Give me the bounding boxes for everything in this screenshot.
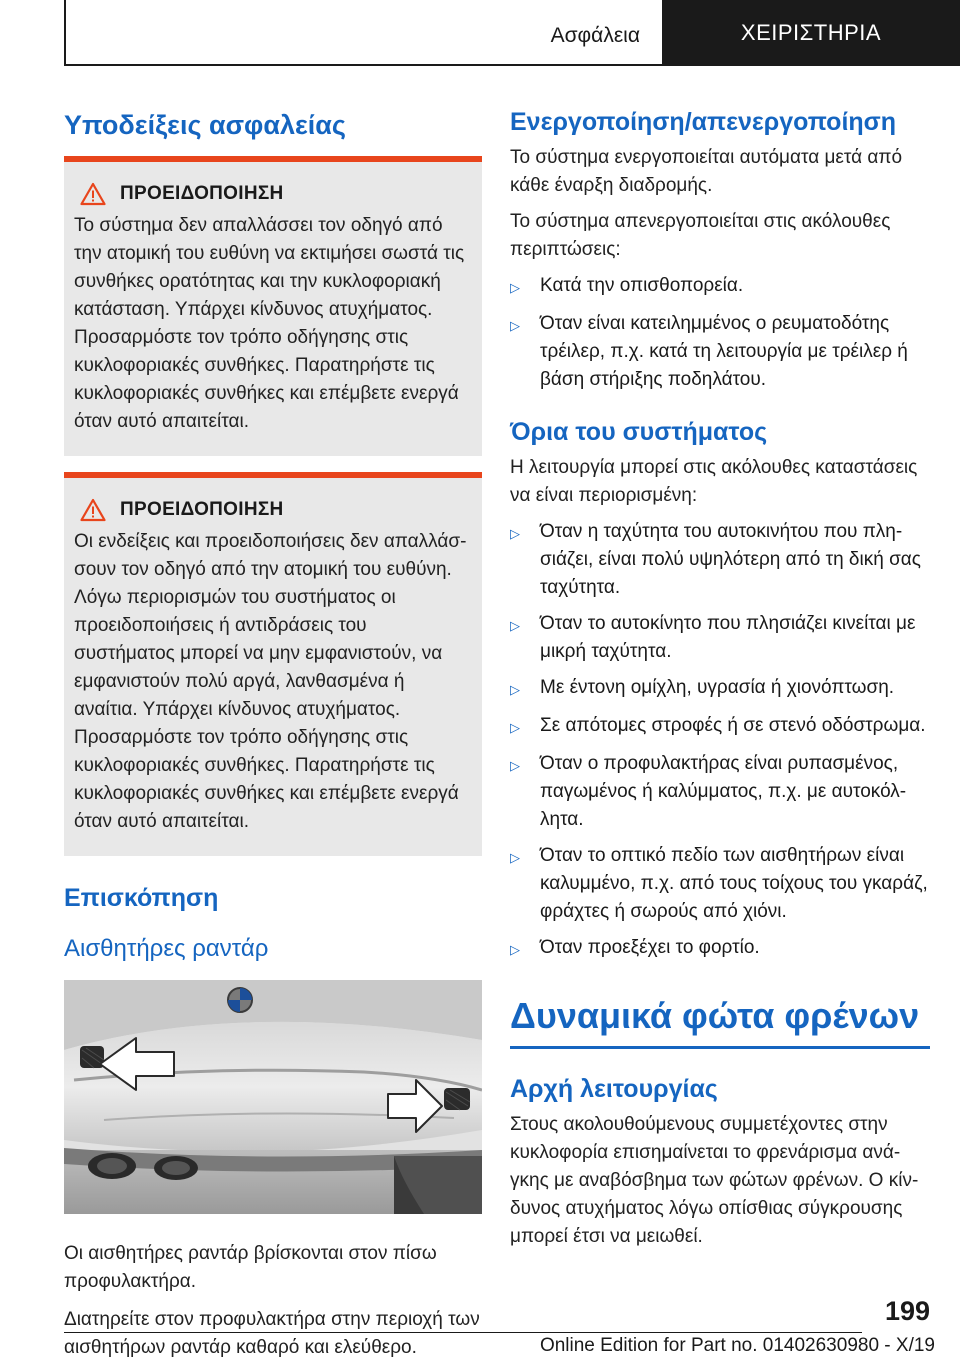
footer-rule bbox=[64, 1332, 862, 1333]
triangle-bullet-icon bbox=[510, 518, 540, 602]
right-column bbox=[510, 100, 930, 1251]
footer-edition-note: Online Edition for Part no. 01402630980 - X/19 bbox=[539, 1335, 935, 1356]
warning-text: Το σύστημα δεν απαλλάσσει τον οδηγό από την ατομική του ευθύνη να εκτιμήσει σωστά τις συνθήκες ορατότητας και την κυκλοφοριακή κατάσταση. Υπάρχει κίνδυνος ατυχήματος. Προσαρμόστε τον τρόπο οδήγησης στις κυκλοφοριακές συνθήκες. Παρατηρήστε τις κυκλοφοριακές συνθήκες και επέμβετε ενεργά όταν αυτό απαιτείται. bbox=[74, 215, 465, 432]
warning-label: ΠΡΟΕΙΔΟΠΟΙΗΣΗ bbox=[120, 183, 284, 204]
triangle-bullet-icon bbox=[510, 750, 540, 834]
warning-text: Οι ενδείξεις και προειδοποιήσεις δεν απαλλάσσουν τον οδηγό από την ατομική του ευθύνη. Λόγω περιορισμών του συστήματος οι προειδοποιήσεις ή αντιδράσεις του συστήματος μπορεί να μην εμφανιστούν, να εμφανιστούν πολύ αργά, λανθασμένα ή αναίτια. Υπάρχει κίνδυνος ατυχήματος. Προσαρμόστε τον τρόπο οδήγησης στις κυκλοφοριακές συνθήκες. Παρατηρήστε τις κυκλοφοριακές συνθήκες και επέμβετε ενεργά όταν αυτό απαιτείται. bbox=[74, 531, 467, 832]
warning-box-1 bbox=[64, 156, 482, 456]
triangle-bullet-icon bbox=[510, 674, 540, 704]
list-item: ▷ Σε απότομες στροφές ή σε στενό οδόστρωμα. bbox=[510, 712, 930, 742]
header-rule bbox=[64, 64, 662, 66]
activation-paragraph-1: Το σύστημα ενεργοποιείται αυτόματα μετά από κάθε έναρξη διαδρομής. bbox=[510, 147, 903, 196]
dynamic-brake-lights-title: Δυναμικά φώτα φρένων bbox=[510, 995, 920, 1036]
activation-paragraph-2: Το σύστημα απενεργοποιείται στις ακόλουθες περιπτώσεις: bbox=[510, 211, 891, 260]
list-item: ▷ Όταν είναι κατειλημμένος ο ρευματοδότης τρέιλερ, π.χ. κατά τη λειτουργία με τρέιλερ ή βάση στήριξης ποδηλάτου. bbox=[510, 310, 930, 394]
triangle-bullet-icon bbox=[510, 842, 540, 926]
page-number: 199 bbox=[884, 1296, 930, 1326]
header-left-line bbox=[64, 0, 66, 66]
rear-bumper-illustration bbox=[64, 980, 482, 1214]
list-item: ▷ Όταν προεξέχει το φορτίο. bbox=[510, 934, 930, 964]
header-section-label: Ασφάλεια bbox=[550, 24, 640, 47]
left-column bbox=[64, 100, 482, 1362]
triangle-bullet-icon bbox=[510, 712, 540, 742]
caption-sensor-location: Οι αισθητήρες ραντάρ βρίσκονται στον πίσω προφυλακτήρα. bbox=[64, 1243, 437, 1292]
list-item: ▷ Όταν το αυτοκίνητο που πλησιάζει κινείται με μικρή ταχύτητα. bbox=[510, 610, 930, 666]
warning-triangle-icon bbox=[80, 498, 106, 522]
list-item: ▷ Όταν ο προφυλακτήρας είναι ρυπασμένος, παγωμένος ή καλύμματος, π.χ. με αυτοκόλλητα. bbox=[510, 750, 930, 834]
title-underline bbox=[510, 1046, 930, 1049]
list-item: ▷ Όταν το οπτικό πεδίο των αισθητήρων είναι καλυμμένο, π.χ. από τους τοίχους του γκαράζ, φράχτες ή σωρούς από χιόνι. bbox=[510, 842, 930, 926]
caption-keep-clean: Διατηρείτε στον προφυλακτήρα στην περιοχή των αισθητήρων ραντάρ καθαρό και ελεύθερο. bbox=[64, 1309, 480, 1358]
list-item: ▷ Όταν η ταχύτητα του αυτοκινήτου που πλησιάζει, είναι πολύ υψηλότερη από τη δική σας ταχύτητα. bbox=[510, 518, 930, 602]
limits-paragraph: Η λειτουργία μπορεί στις ακόλουθες καταστάσεις να είναι περιορισμένη: bbox=[510, 457, 918, 506]
radar-sensors-title: Αισθητήρες ραντάρ bbox=[64, 935, 269, 962]
header-chapter-tab: ΧΕΙΡΙΣΤΗΡΙΑ bbox=[662, 0, 960, 66]
activation-list bbox=[510, 272, 930, 394]
warning-triangle-icon bbox=[80, 182, 106, 206]
triangle-bullet-icon bbox=[510, 610, 540, 666]
warning-label: ΠΡΟΕΙΔΟΠΟΙΗΣΗ bbox=[120, 499, 284, 520]
radar-sensor-photo bbox=[64, 980, 482, 1214]
limits-list bbox=[510, 518, 930, 964]
principle-paragraph: Στους ακολουθούμενους συμμετέχοντες στην κυκλοφορία επισημαίνεται το φρενάρισμα ανάγκης με αναβόσβημα των φώτων φρένων. Ο κίνδυνος ατυχήματος λόγω οπίσθιας σύγκρουσης μπορεί έτσι να μειωθεί. bbox=[510, 1114, 919, 1247]
triangle-bullet-icon bbox=[510, 934, 540, 964]
safety-notes-title: Υποδείξεις ασφαλείας bbox=[64, 110, 346, 140]
warning-box-2 bbox=[64, 472, 482, 856]
overview-title: Επισκόπηση bbox=[64, 884, 219, 912]
triangle-bullet-icon bbox=[510, 272, 540, 302]
triangle-bullet-icon bbox=[510, 310, 540, 394]
list-item: ▷ Κατά την οπισθοπορεία. bbox=[510, 272, 930, 302]
activation-title: Ενεργοποίηση/απενεργοποίηση bbox=[510, 108, 897, 136]
list-item: ▷ Με έντονη ομίχλη, υγρασία ή χιονόπτωση. bbox=[510, 674, 930, 704]
system-limits-title: Όρια του συστήματος bbox=[510, 418, 768, 446]
principle-title: Αρχή λειτουργίας bbox=[510, 1075, 718, 1103]
